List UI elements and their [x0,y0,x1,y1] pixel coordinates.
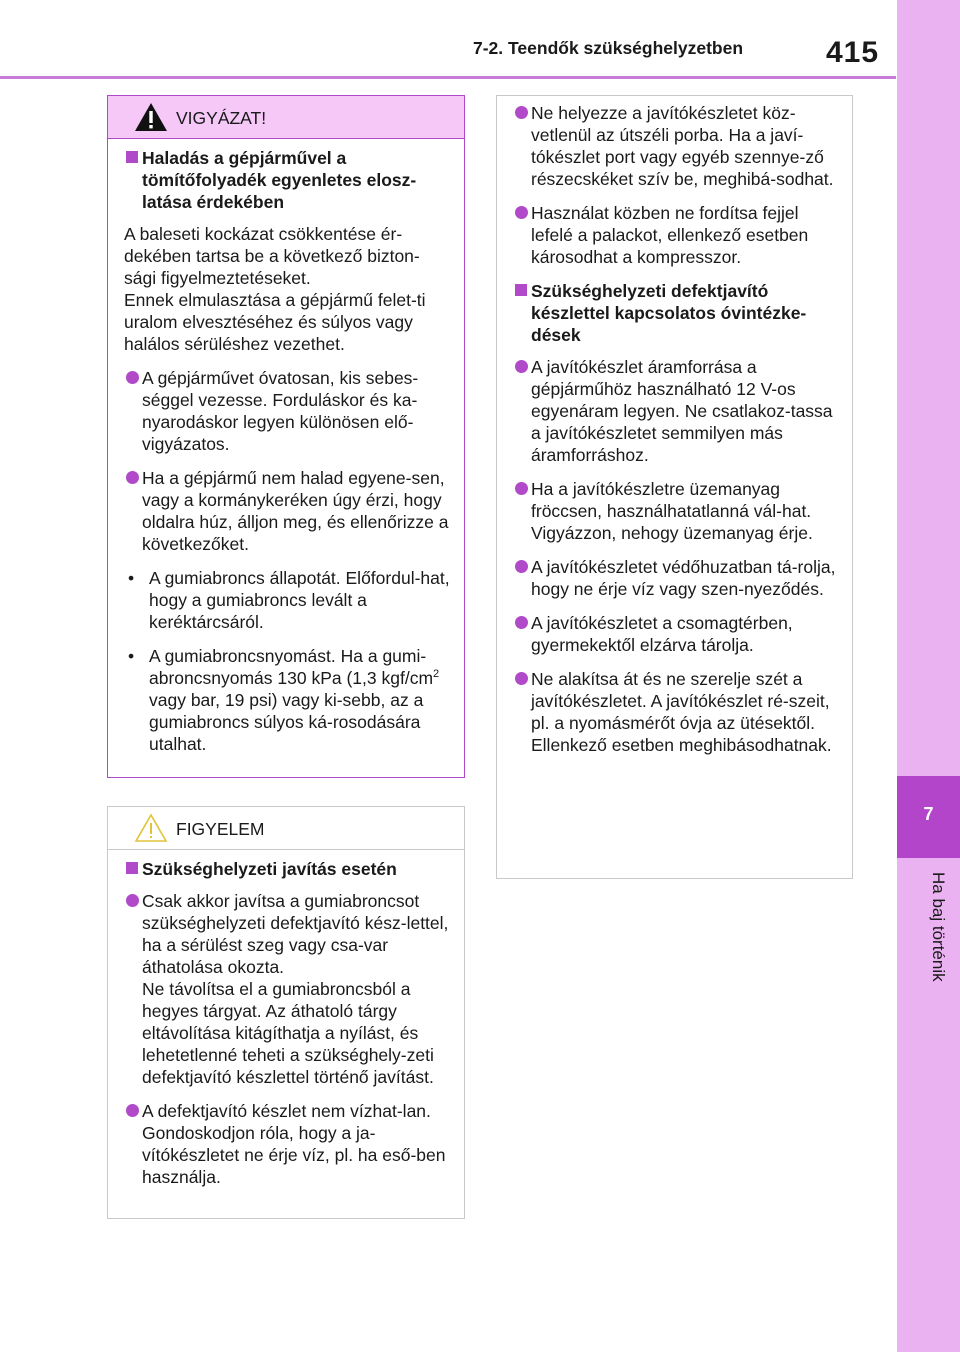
notice-bullet: A defektjavító készlet nem vízhat-lan. Gondoskodjon róla, hogy a ja-vítókészletet ne érje víz, pl. ha eső-ben használja. [124,1100,450,1188]
warning-intro-consequence: Ennek elmulasztása a gépjármű felet-ti uralom elvesztéséhez és súlyos vagy halálos sérüléshez vezethet. [124,290,426,354]
notice-bullet: Használat közben ne fordítsa fejjel lefelé a palackot, ellenkező esetben károsodhat a kompresszor. [513,202,838,268]
notice-bullet-text: Ne távolítsa el a gumiabroncsból a hegyes tárgyat. Az áthatoló tárgy eltávolítása kitágíthatja a nyílást, és lehetetlenné teheti a szükséghely-zeti defektjavító készlettel történő javítást. [142,979,434,1087]
precaution-bullet: A javítókészlet áramforrása a gépjárműhöz használható 12 V-os egyenáram legyen. Ne csatlakoz-tassa a javítókészletet semmilyen más áramforráshoz. [513,356,838,466]
warning-bullet: Ha a gépjármű nem halad egyene-sen, vagy a kormánykeréken úgy érzi, hogy oldalra húz, álljon meg, és ellenőrizze a következőket. [124,467,450,555]
warning-triangle-icon [134,102,168,132]
header-divider [0,76,896,79]
warning-intro: A baleseti kockázat csökkentése ér-dekében tartsa be a következő bizton-sági figyelmeztetéseket. [124,224,420,288]
chapter-side-tab [897,0,960,1352]
precaution-bullet: A javítókészletet a csomagtérben, gyermekektől elzárva tárolja. [513,612,838,656]
superscript: 2 [433,668,440,681]
caution-triangle-outline-icon [134,813,168,843]
precaution-bullet: Ne alakítsa át és ne szerelje szét a javítókészletet. A javítókészlet ré-szeit, pl. a nyomásmérőt óvja az ütésektől. Ellenkező esetben meghibásodhatnak. [513,668,838,756]
precaution-bullet: A javítókészletet védőhuzatban tá-rolja, hogy ne érje víz vagy szen-nyeződés. [513,556,838,600]
notice-bullet [124,890,450,1088]
sub-item-text: A gumiabroncsnyomást. Ha a gumi-abroncsnyomás 130 kPa (1,3 kgf/cm [149,646,434,688]
warning-sub-item [124,645,450,755]
notice-bullet: Ne helyezze a javítókészletet köz-vetlenül az útszéli porba. Ha a javí-tókészlet port vagy egyéb szennye-ző részecskéket szív be, meghibá-sodhat. [513,102,838,190]
warning-bullet: A gépjárművet óvatosan, kis sebes-séggel vezesse. Forduláskor és ka-nyarodáskor legyen különösen elő-vigyázatos. [124,367,450,455]
chapter-title: Ha baj történik [929,872,948,982]
precautions-section-title: Szükséghelyzeti defektjavító készlettel kapcsolatos óvintézke-dések [513,280,838,346]
warning-label: VIGYÁZAT! [176,108,267,128]
section-header-title: 7-2. Teendők szükséghelyzetben [473,38,744,58]
warning-box-header [108,96,464,139]
notice-section-title: Szükséghelyzeti javítás esetén [124,858,450,880]
notice-bullet-text: Csak akkor javítsa a gumiabroncsot szükséghelyzeti defektjavító kész-lettel, ha a sérülést szeg vagy csa-var áthatolása okozta. [142,891,449,977]
notice-box [107,806,465,1219]
notice-label: FIGYELEM [176,819,265,839]
notice-box-header [108,807,464,850]
continued-notice-box [496,95,853,879]
chapter-number: 7 [923,804,934,824]
warning-sub-item: • A gumiabroncs állapotát. Előfordul-hat, hogy a gumiabroncs levált a keréktárcsáról. [124,567,450,633]
sub-item-text: vagy bar, 19 psi) vagy ki-sebb, az a gumiabroncs súlyos ká-rosodására utalhat. [149,690,424,754]
precaution-bullet: Ha a javítókészletre üzemanyag fröccsen, használhatatlanná vál-hat. Vigyázzon, nehogy üzemanyag érje. [513,478,838,544]
chapter-number-box [897,776,960,858]
warning-section-title: Haladás a gépjárművel a tömítőfolyadék egyenletes elosz-latása érdekében [124,147,450,213]
page-number: 415 [826,36,880,69]
warning-box [107,95,465,778]
